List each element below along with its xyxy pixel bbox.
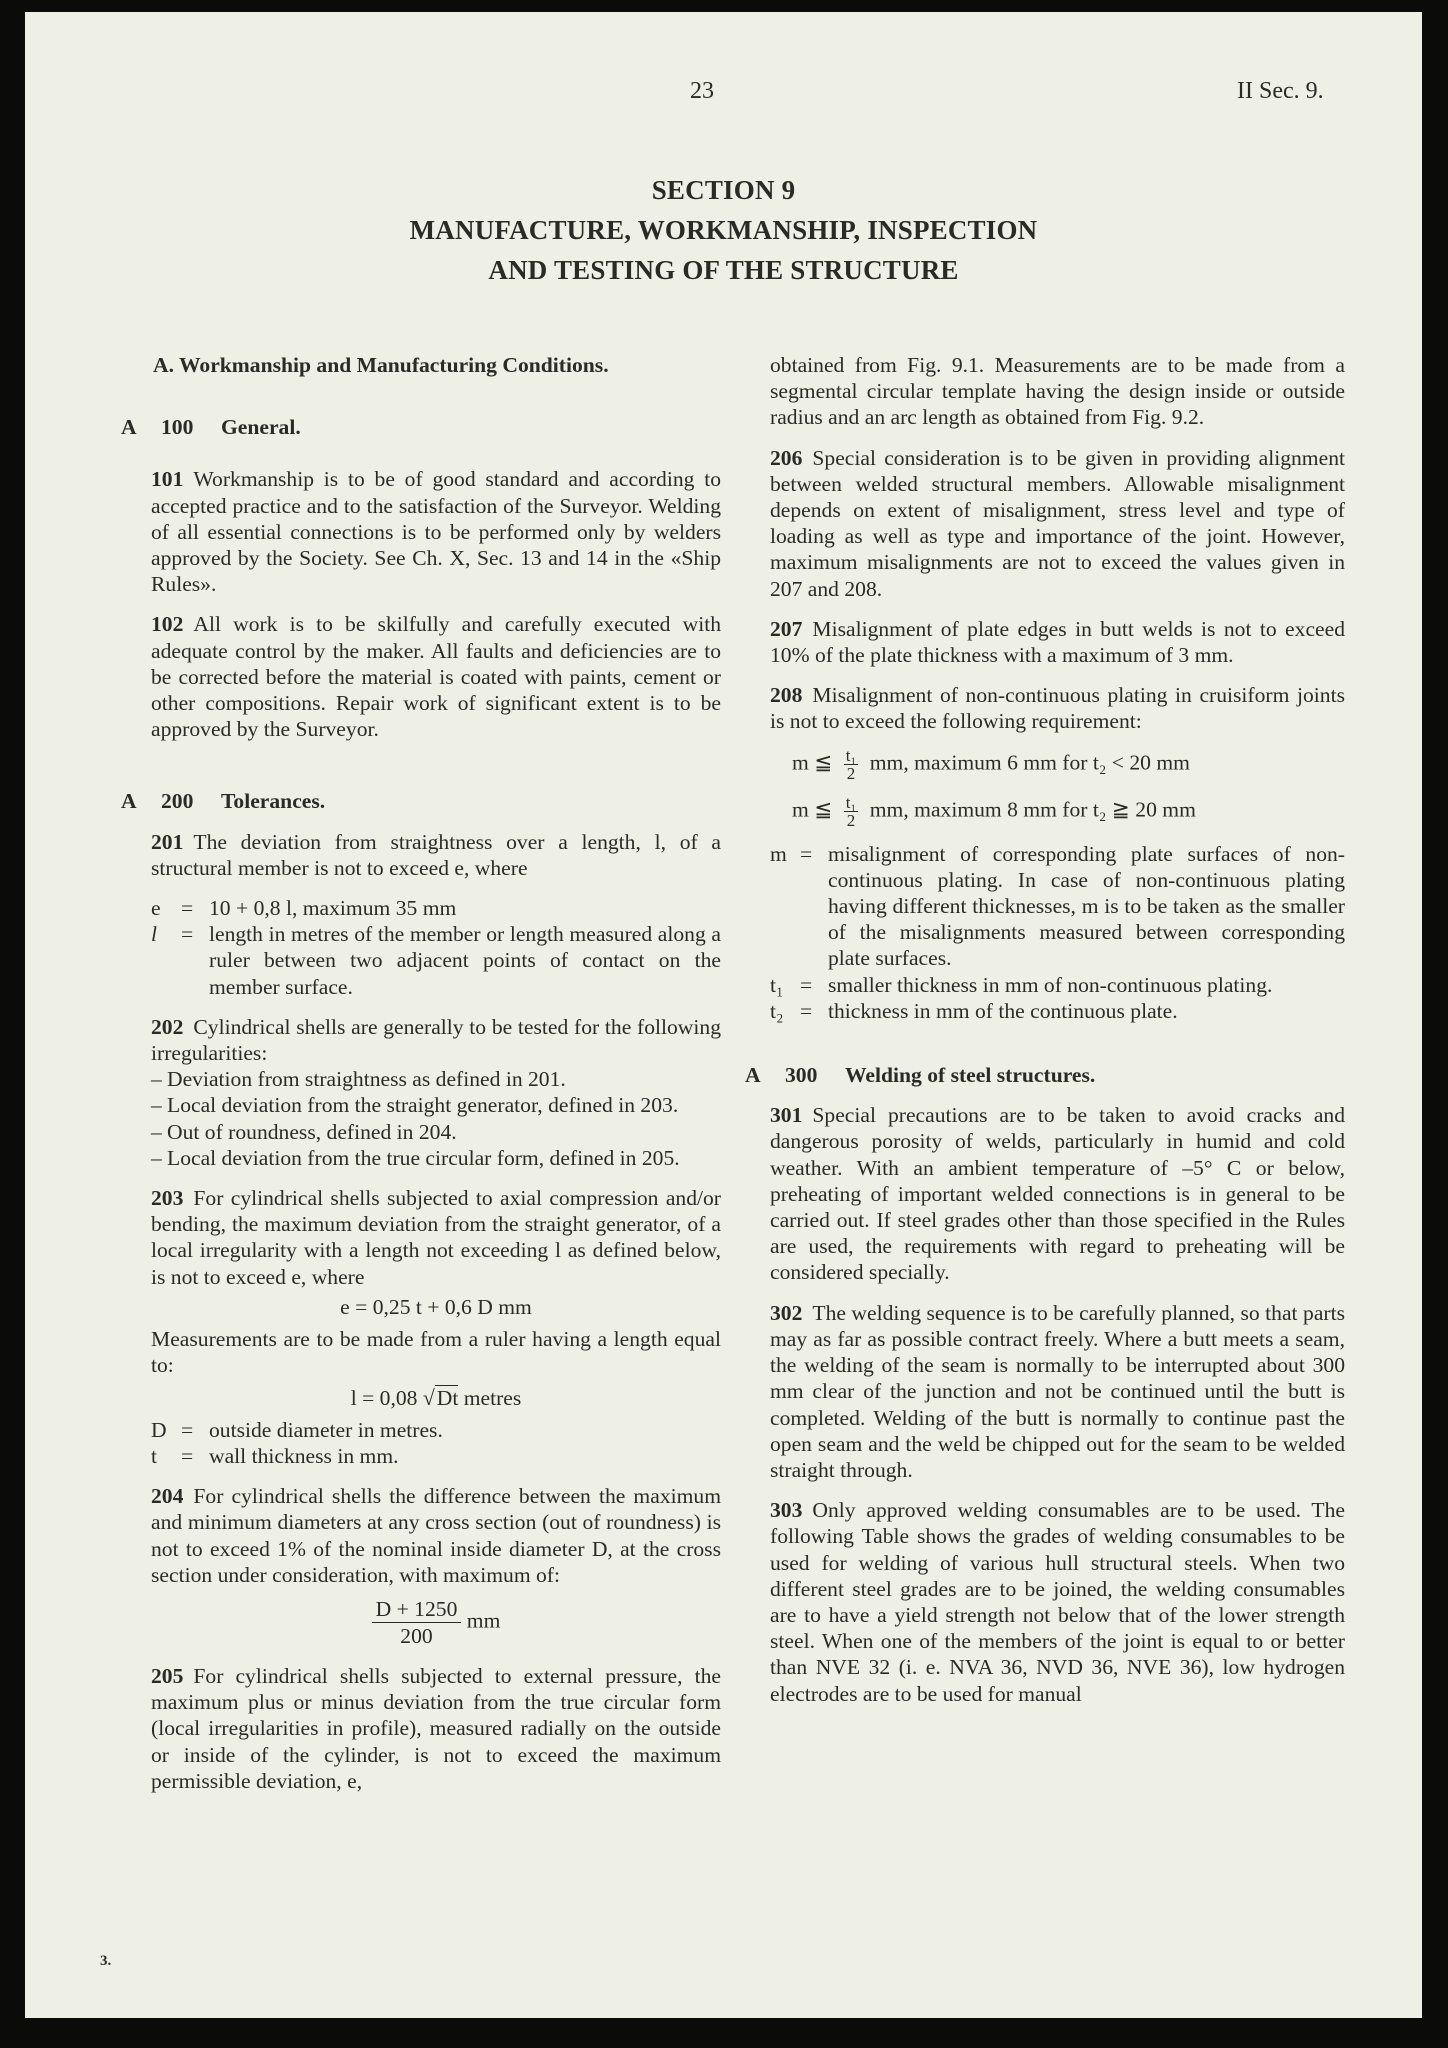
paragraph-206 [770, 445, 1345, 602]
definition-symbol: m [770, 841, 787, 866]
definition-t [151, 1443, 721, 1469]
section-title-line-3: AND TESTING OF THE STRUCTURE [488, 255, 959, 285]
subsection-title: General. [221, 415, 301, 440]
formula-208-1 [792, 747, 1345, 782]
definition-e [151, 895, 721, 921]
left-column [121, 352, 721, 1794]
paragraph-number: 203 [151, 1186, 184, 1211]
fraction [844, 794, 859, 829]
definition-symbol: t [151, 1443, 157, 1468]
list-item-text: Deviation from straightness as defined in 201. [167, 1067, 566, 1092]
paragraph-302 [770, 1300, 1345, 1483]
paragraph-number: 208 [770, 683, 803, 708]
subsection-letter: A [121, 789, 137, 814]
paragraph-204 [151, 1483, 721, 1588]
paragraph-text: For cylindrical shells the difference between the maximum and minimum diameters at any cross section (out of roundness) is not to exceed 1% of the nominal inside diameter D, at the cross section under consideration, with maximum of: [151, 1484, 721, 1587]
equals-sign: = [181, 922, 194, 947]
signature-mark: 3. [100, 1953, 112, 1969]
paragraph-number: 302 [770, 1300, 803, 1325]
fraction-numerator: D + 1250 [372, 1596, 462, 1623]
list-item-text: Local deviation from the true circular form, defined in 205. [167, 1145, 680, 1170]
list-item-text: Out of roundness, defined in 204. [167, 1119, 457, 1144]
right-column [745, 352, 1345, 1707]
paragraph-text: For cylindrical shells subjected to external pressure, the maximum plus or minus deviation from the true circular form (local irregularities in profile), measured radially on the outside or inside of the cylinder, is not to exceed the maximum permissible deviation, e, [151, 1663, 721, 1793]
paragraph-text: Misalignment of non-continuous plating in cruisiform joints is not to exceed the following requirement: [770, 683, 1345, 734]
paragraph-number: 202 [151, 1014, 184, 1039]
subsection-heading-a300 [745, 1062, 1345, 1088]
radicand: Dt [436, 1385, 459, 1410]
paragraph-number: 102 [151, 612, 184, 637]
definition-D [151, 1417, 721, 1443]
paragraph-number: 303 [770, 1498, 803, 1523]
equals-sign: = [181, 1417, 194, 1442]
definition-symbol: l [151, 922, 157, 947]
paragraph-number: 205 [151, 1663, 184, 1688]
paragraph-303 [770, 1497, 1345, 1707]
fraction-denominator: 200 [400, 1623, 433, 1648]
definition-t2 [770, 998, 1345, 1024]
definition-value: 10 + 0,8 l, maximum 35 mm [209, 896, 457, 921]
subsection-title: Tolerances. [221, 789, 326, 814]
dash-bullet: – [151, 1145, 162, 1170]
fraction-numerator: t₁ [845, 792, 857, 812]
subsection-letter: A [745, 1063, 761, 1088]
equals-sign: = [800, 841, 813, 866]
list-item-text: Local deviation from the straight generator, defined in 203. [167, 1093, 679, 1118]
paragraph-101 [151, 466, 721, 597]
paragraph-text: Misalignment of plate edges in butt welds is not to exceed 10% of the plate thickness with a maximum of 3 mm. [770, 616, 1345, 668]
paragraph-301 [770, 1102, 1345, 1285]
definition-l [151, 921, 721, 1000]
paragraph-201 [151, 829, 721, 881]
subsection-number: 200 [161, 789, 194, 814]
fraction-unit: mm [466, 1608, 501, 1633]
formula-rhs: mm, maximum 6 mm for t₂ < 20 mm [869, 750, 1190, 775]
dash-bullet: – [151, 1119, 162, 1144]
definition-symbol: e [151, 896, 161, 921]
dash-bullet: – [151, 1067, 162, 1092]
paragraph-text: The deviation from straightness over a length, l, of a structural member is not to exceed e, where [151, 829, 721, 880]
definition-value: wall thickness in mm. [209, 1443, 399, 1468]
paragraph-number: 204 [151, 1484, 184, 1509]
definition-value: thickness in mm of the continuous plate. [828, 998, 1178, 1023]
paragraph-text: Cylindrical shells are generally to be tested for the following irregularities: [151, 1014, 721, 1066]
fraction [372, 1596, 462, 1649]
paragraph-number: 206 [770, 445, 803, 470]
part-a-heading: A. Workmanship and Manufacturing Conditions. [153, 353, 609, 377]
section-title [25, 170, 1422, 290]
equals-sign: = [800, 998, 813, 1023]
subsection-number: 100 [161, 415, 194, 440]
list-item [151, 1066, 721, 1092]
paragraph-205 [151, 1663, 721, 1794]
definition-symbol: t₁ [770, 972, 784, 997]
formula-lhs: m ≦ [792, 750, 833, 775]
equals-sign: = [181, 896, 194, 921]
definition-value: smaller thickness in mm of non-continuous plating. [828, 972, 1273, 997]
paragraph-102 [151, 611, 721, 742]
formula-204 [151, 1596, 721, 1649]
definition-t1 [770, 972, 1345, 998]
definition-value: misalignment of corresponding plate surfaces of non-continuous plating. In case of non-continuous plating having different thicknesses, m is to be taken as the smaller of the misalignments measured between corresponding plate surfaces. [828, 841, 1345, 971]
paragraph-text: All work is to be skilfully and carefully executed with adequate control by the maker. All faults and deficiencies are to be corrected before the material is coated with paints, cement or other compositions. Repair work of significant extent is to be approved by the Surveyor. [151, 612, 721, 742]
definition-value: length in metres of the member or length measured along a ruler between two adjacent points of contact on the member surface. [209, 922, 721, 999]
subsection-heading-a100 [121, 414, 721, 440]
subsection-title: Welding of steel structures. [845, 1063, 1096, 1088]
paragraph-number: 201 [151, 829, 184, 854]
dash-bullet: – [151, 1093, 162, 1118]
running-head: II Sec. 9. [1237, 78, 1324, 104]
formula-l-prefix: l = 0,08 √ [350, 1385, 435, 1410]
list-item [151, 1145, 721, 1171]
definition-m [770, 841, 1345, 972]
equals-sign: = [181, 1443, 194, 1468]
paragraph-text: The welding sequence is to be carefully planned, so that parts may as far as possible contract freely. Where a butt meets a seam, the welding of the seam is normally to be interrupted about 300 mm clear of the junction and not be continued until the butt is completed. Welding of the butt is normally to continue past the open seam and the weld be chipped out for the seam to be welded straight through. [770, 1300, 1345, 1482]
fraction [844, 747, 859, 782]
formula-l-suffix: metres [463, 1385, 522, 1410]
paragraph-text: Special precautions are to be taken to avoid cracks and dangerous porosity of welds, particularly in humid and cold weather. With an ambient temperature of –5° C or below, preheating of important welded connections is in general to be carried out. If steel grades other than those specified in the Rules are used, the requirements with regard to preheating will be considered specially. [770, 1103, 1345, 1285]
definition-symbol: t₂ [770, 998, 784, 1023]
formula-rhs: mm, maximum 8 mm for t₂ ≧ 20 mm [869, 797, 1196, 822]
formula-lhs: m ≦ [792, 797, 833, 822]
list-item [151, 1119, 721, 1145]
formula-208-2 [792, 794, 1345, 829]
fraction-denominator: 2 [846, 810, 856, 830]
fraction-denominator: 2 [846, 763, 856, 783]
definition-symbol: D [151, 1417, 167, 1442]
paragraph-text: Only approved welding consumables are to be used. The following Table shows the grades of welding consumables to be used for welding of various hull structural steels. When two different steel grades are to be joined, the welding consumables are to have a yield strength not below that of the lower strength steel. When one of the members of the joint is equal to or better than NVE 32 (i. e. NVA 36, NVD 36, NVE 36), low hydrogen electrodes are to be used for manual [770, 1498, 1345, 1706]
page-number: 23 [690, 78, 714, 104]
paragraph-text: For cylindrical shells subjected to axial compression and/or bending, the maximum deviation from the straight generator, of a local irregularity with a length not exceeding l as defined below, is not to exceed e, where [151, 1186, 721, 1289]
paragraph-205-continued: obtained from Fig. 9.1. Measurements are to be made from a segmental circular template having the design inside or outside radius and an arc length as obtained from Fig. 9.2. [770, 353, 1345, 430]
paragraph-number: 301 [770, 1103, 803, 1128]
paragraph-text: Workmanship is to be of good standard and according to accepted practice and to the satisfaction of the Surveyor. Welding of all essential connections is to be performed only by welders approved by the Society. See Ch. X, Sec. 13 and 14 in the «Ship Rules». [151, 467, 721, 597]
formula-e: e = 0,25 t + 0,6 D mm [340, 1294, 532, 1319]
paragraph-203-continued: Measurements are to be made from a ruler having a length equal to: [151, 1327, 721, 1378]
paragraph-text: Special consideration is to be given in providing alignment between welded structural members. Allowable misalignment depends on extent of misalignment, stress level and type of loading as well as type and importance of the joint. However, maximum misalignments are not to exceed the values given in 207 and 208. [770, 445, 1345, 601]
section-title-line-2: MANUFACTURE, WORKMANSHIP, INSPECTION [409, 215, 1038, 245]
fraction-numerator: t₁ [845, 745, 857, 765]
paragraph-202 [151, 1014, 721, 1066]
document-page [25, 12, 1422, 2018]
formula-l [151, 1385, 721, 1411]
subsection-heading-a200 [121, 788, 721, 814]
paragraph-208 [770, 682, 1345, 734]
paragraph-207 [770, 616, 1345, 668]
section-title-line-1: SECTION 9 [651, 175, 796, 205]
paragraph-203 [151, 1185, 721, 1290]
definition-value: outside diameter in metres. [209, 1417, 443, 1442]
paragraph-number: 101 [151, 467, 184, 492]
list-item [151, 1092, 721, 1118]
equals-sign: = [800, 972, 813, 997]
paragraph-number: 207 [770, 616, 803, 641]
subsection-number: 300 [785, 1063, 818, 1088]
subsection-letter: A [121, 415, 137, 440]
